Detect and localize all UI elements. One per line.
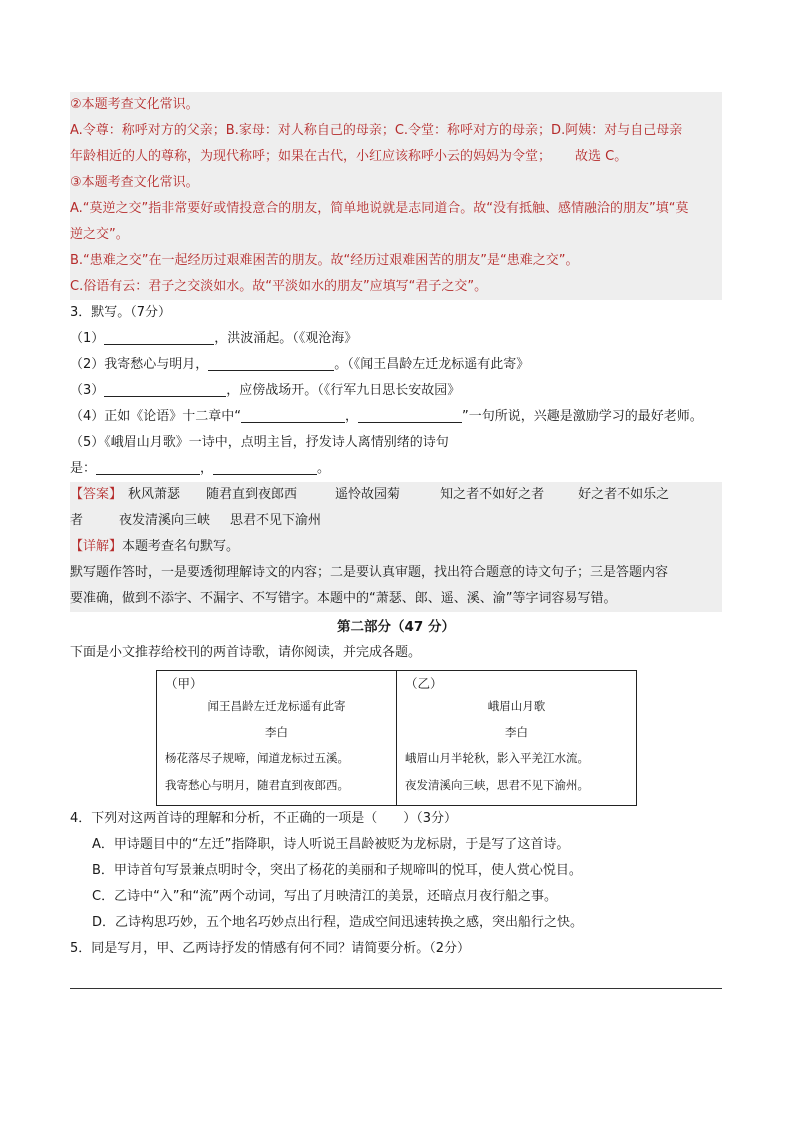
blank-3[interactable] [104,380,226,397]
blank-5b[interactable] [213,458,317,475]
q3-s4-before: （4）正如《论语》十二章中“ [70,409,242,424]
detail-tag: 【详解】 [70,539,123,554]
answer-4: 知之者不如好之者 [440,487,545,502]
poem-jia-line2: 我寄愁心与明月，随君直到夜郎西。 [165,778,349,792]
poem-jia-author: 李白 [265,725,288,739]
item2-line2-text: 年龄相近的人的尊称，为现代称呼；如果在古代，小红应该称呼小云的妈妈为令堂； [70,149,552,164]
q4-option-d[interactable]: D．乙诗构思巧妙，五个地名巧妙点出行程，造成空间迅速转换之感，突出船行之快。 [92,915,584,930]
q3-s4-after: ”一句所说，兴趣是激励学习的最好老师。 [462,409,703,424]
blank-1[interactable] [104,328,214,345]
item2-choice: 故选 C。 [575,149,628,164]
q3-sentence-1 [70,326,722,352]
q3-detail-line3: 要准确，做到不添字、不漏字、不写错字。本题中的“萧瑟、郎、遥、溪、渝”等字词容易写错。 [70,591,617,606]
q3-answer-block [70,482,722,612]
q4-option-a[interactable]: A．甲诗题目中的“左迁”指降职，诗人听说王昌龄被贬为龙标尉，于是写了这首诗。 [92,837,570,852]
q3-s3-after: ，应傍战场开。（《行军九日思长安故园》 [226,383,461,398]
answer-2: 随君直到夜郎西 [206,487,298,502]
poem-yi-label: （乙） [405,676,443,691]
q3-sentence-4 [70,404,722,430]
q3-answer-line1 [70,482,722,508]
q3-s5-prefix: 是： [70,461,97,476]
q3-title: 3．默写。（7分） [70,305,172,320]
item2-line2 [70,144,722,170]
part2-intro: 下面是小文推荐给校刊的两首诗歌，请你阅读，并完成各题。 [70,645,422,660]
answer-7: 思君不见下渝州 [230,513,322,528]
q3-s5-comma: ， [200,461,214,476]
blank-5a[interactable] [96,458,200,475]
poem-jia-label: （甲） [165,676,203,691]
detail-1: 本题考查名句默写。 [122,539,240,554]
q5-title: 5．同是写月，甲、乙两诗抒发的情感有何不同？请简要分析。（2分） [70,941,471,956]
q3-detail-line2: 默写题作答时，一是要透彻理解诗文的内容；二是要认真审题，找出符合题意的诗文句子；三是答题内容 [70,565,669,580]
poem-jia-title: 闻王昌龄左迁龙标遥有此寄 [207,699,346,713]
answer-3: 遥怜故园菊 [335,487,401,502]
q3-sentence-2 [70,352,722,378]
blank-4a[interactable] [241,406,345,423]
poem-yi-title: 峨眉山月歌 [487,699,546,713]
item3-a-line2: 逆之交”。 [70,227,129,242]
q3-s3-num: （3） [70,383,105,398]
poems-table [156,670,637,806]
answer-5-part2: 者 [70,513,84,528]
item3-a-line1: A.“莫逆之交”指非常要好或情投意合的朋友，简单地说就是志同道合。故“没有抵触、感情融洽的朋友”填“莫 [70,201,689,216]
item2-heading: ②本题考查文化常识。 [70,97,199,112]
answer-5-part1: 好之者不如乐之 [578,487,670,502]
q3-detail-line1 [70,534,722,560]
poem-jia [157,671,397,806]
q3-sentence-5-line1: （5）《峨眉山月歌》一诗中，点明主旨，抒发诗人离情别绪的诗句 [70,435,449,450]
poem-yi-line1: 峨眉山月半轮秋，影入平羌江水流。 [405,751,589,765]
answer-explanation-top [70,92,722,300]
poem-jia-line1: 杨花落尽子规啼，闻道龙标过五溪。 [165,751,349,765]
answer-line[interactable] [70,988,722,989]
blank-2[interactable] [208,354,334,371]
poem-yi [397,671,637,806]
blank-4b[interactable] [358,406,462,423]
q3-s2-after: 。（《闻王昌龄左迁龙标遥有此寄》 [334,357,530,372]
page [70,92,722,989]
q3-s4-comma: ， [345,409,359,424]
q3-sentence-3 [70,378,722,404]
poem-yi-line2: 夜发清溪向三峡，思君不见下渝州。 [405,778,589,792]
answer-1: 秋风萧瑟 [128,487,181,502]
q3-answer-line2 [70,508,722,534]
answer-6: 夜发清溪向三峡 [119,513,211,528]
answer-tag: 【答案】 [70,487,123,502]
item3-c: C.俗语有云：君子之交淡如水。故“平淡如水的朋友”应填写“君子之交”。 [70,279,488,294]
q3-s2-before: （2）我寄愁心与明月， [70,357,209,372]
item3-b: B.“患难之交”在一起经历过艰难困苦的朋友。故“经历过艰难困苦的朋友”是“患难之交”。 [70,253,579,268]
q4-option-c[interactable]: C．乙诗中“入”和“流”两个动词，写出了月映清江的美景，还暗点月夜行船之事。 [92,889,558,904]
poem-yi-author: 李白 [505,725,528,739]
part2-title: 第二部分（47 分） [337,619,455,635]
item2-line1: A.令尊：称呼对方的父亲；B.家母：对人称自己的母亲；C.令堂：称呼对方的母亲；D.阿姨：对与自己母亲 [70,123,683,138]
q4-option-b[interactable]: B．甲诗首句写景兼点明时令，突出了杨花的美丽和子规啼叫的悦耳，使人赏心悦目。 [92,863,582,878]
q3-s1-after: ，洪波涌起。（《观沧海》 [214,331,358,346]
q4-title: 4．下列对这两首诗的理解和分析，不正确的一项是（ ）（3分） [70,811,458,826]
q3-sentence-5-line2 [70,456,722,482]
item3-heading: ③本题考查文化常识。 [70,175,199,190]
q3-s1-num: （1） [70,331,105,346]
q3-s5-end: 。 [317,461,331,476]
